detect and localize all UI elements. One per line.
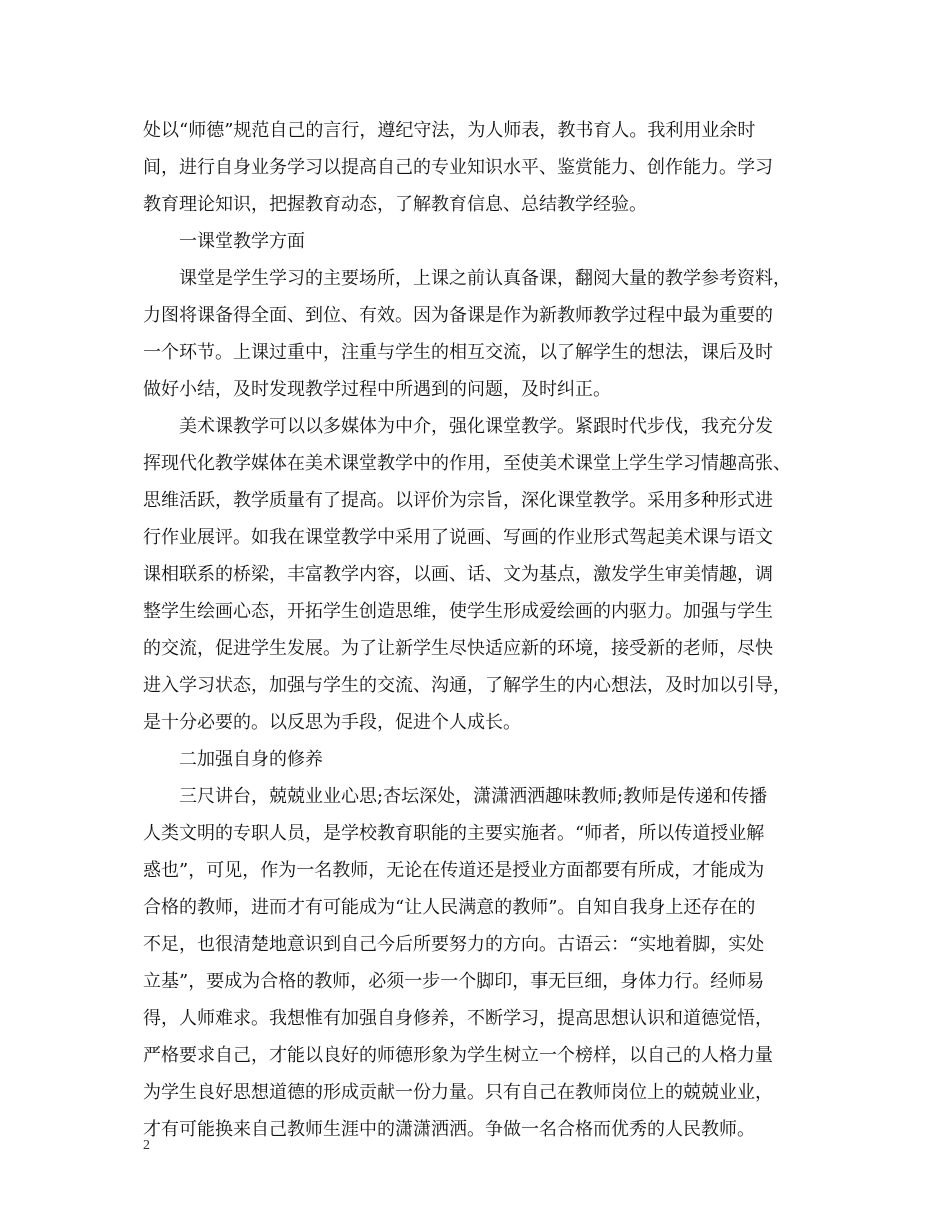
- text-line: 二加强自身的修养: [179, 749, 323, 770]
- text-line: 挥现代化教学媒体在美术课堂教学中的作用，至使美术课堂上学生学习情趣高张、: [143, 453, 791, 474]
- body-text: [143, 112, 811, 1148]
- text-line: 合格的教师，进而才有可能成为“让人民满意的教师”。自知自我身上还存在的: [143, 897, 756, 918]
- text-line: 惑也”，可见，作为一名教师，无论在传道还是授业方面都要有所成，才能成为: [143, 860, 765, 881]
- text-line: 课相联系的桥梁，丰富教学内容，以画、话、文为基点，激发学生审美情趣，调: [143, 564, 773, 585]
- text-line: 为学生良好思想道德的形成贡献一份力量。只有自己在教师岗位上的兢兢业业，: [143, 1082, 773, 1103]
- text-line: 立基”，要成为合格的教师，必须一步一个脚印，事无巨细，身体力行。经师易: [143, 971, 765, 992]
- text-line: 的交流，促进学生发展。为了让新学生尽快适应新的环境，接受新的老师，尽快: [143, 638, 773, 659]
- text-line: 一个环节。上课过重中，注重与学生的相互交流，以了解学生的想法，课后及时: [143, 342, 773, 363]
- text-line: 三尺讲台，兢兢业业心思;杏坛深处，潇潇洒洒趣味教师;教师是传递和传播: [179, 786, 768, 807]
- text-line: 严格要求自己，才能以良好的师德形象为学生树立一个榜样，以自己的人格力量: [143, 1045, 773, 1066]
- text-line: 进入学习状态，加强与学生的交流、沟通，了解学生的内心想法，及时加以引导，: [143, 675, 791, 696]
- text-line: 教育理论知识，把握教育动态，了解教育信息、总结教学经验。: [143, 194, 647, 215]
- text-line: 整学生绘画心态，开拓学生创造思维，使学生形成爱绘画的内驱力。加强与学生: [143, 601, 773, 622]
- text-line: 行作业展评。如我在课堂教学中采用了说画、写画的作业形式驾起美术课与语文: [143, 527, 773, 548]
- text-line: 课堂是学生学习的主要场所，上课之前认真备课，翻阅大量的教学参考资料，: [179, 268, 791, 289]
- text-line: 是十分必要的。以反思为手段，促进个人成长。: [143, 712, 521, 733]
- text-line: 力图将课备得全面、到位、有效。因为备课是作为新教师教学过程中最为重要的: [143, 305, 773, 326]
- text-line: 一课堂教学方面: [179, 231, 305, 252]
- text-line: 不足，也很清楚地意识到自己今后所要努力的方向。古语云：“实地着脚，实处: [143, 934, 765, 955]
- text-line: 间，进行自身业务学习以提高自己的专业知识水平、鉴赏能力、创作能力。学习: [143, 157, 773, 178]
- text-line: 思维活跃，教学质量有了提高。以评价为宗旨，深化课堂教学。采用多种形式进: [143, 490, 773, 511]
- text-line: 得，人师难求。我想惟有加强自身修养，不断学习，提高思想认识和道德觉悟，: [143, 1008, 773, 1029]
- page-number: 2: [143, 1138, 150, 1153]
- text-line: 做好小结，及时发现教学过程中所遇到的问题，及时纠正。: [143, 379, 611, 400]
- text-line: 美术课教学可以以多媒体为中介，强化课堂教学。紧跟时代步伐，我充分发: [179, 416, 773, 437]
- text-line: 人类文明的专职人员，是学校教育职能的主要实施者。“师者，所以传道授业解: [143, 823, 765, 844]
- text-line: 处以“师德”规范自己的言行，遵纪守法，为人师表，教书育人。我利用业余时: [143, 120, 756, 141]
- text-line: 才有可能换来自己教师生涯中的潇潇洒洒。争做一名合格而优秀的人民教师。: [143, 1119, 755, 1140]
